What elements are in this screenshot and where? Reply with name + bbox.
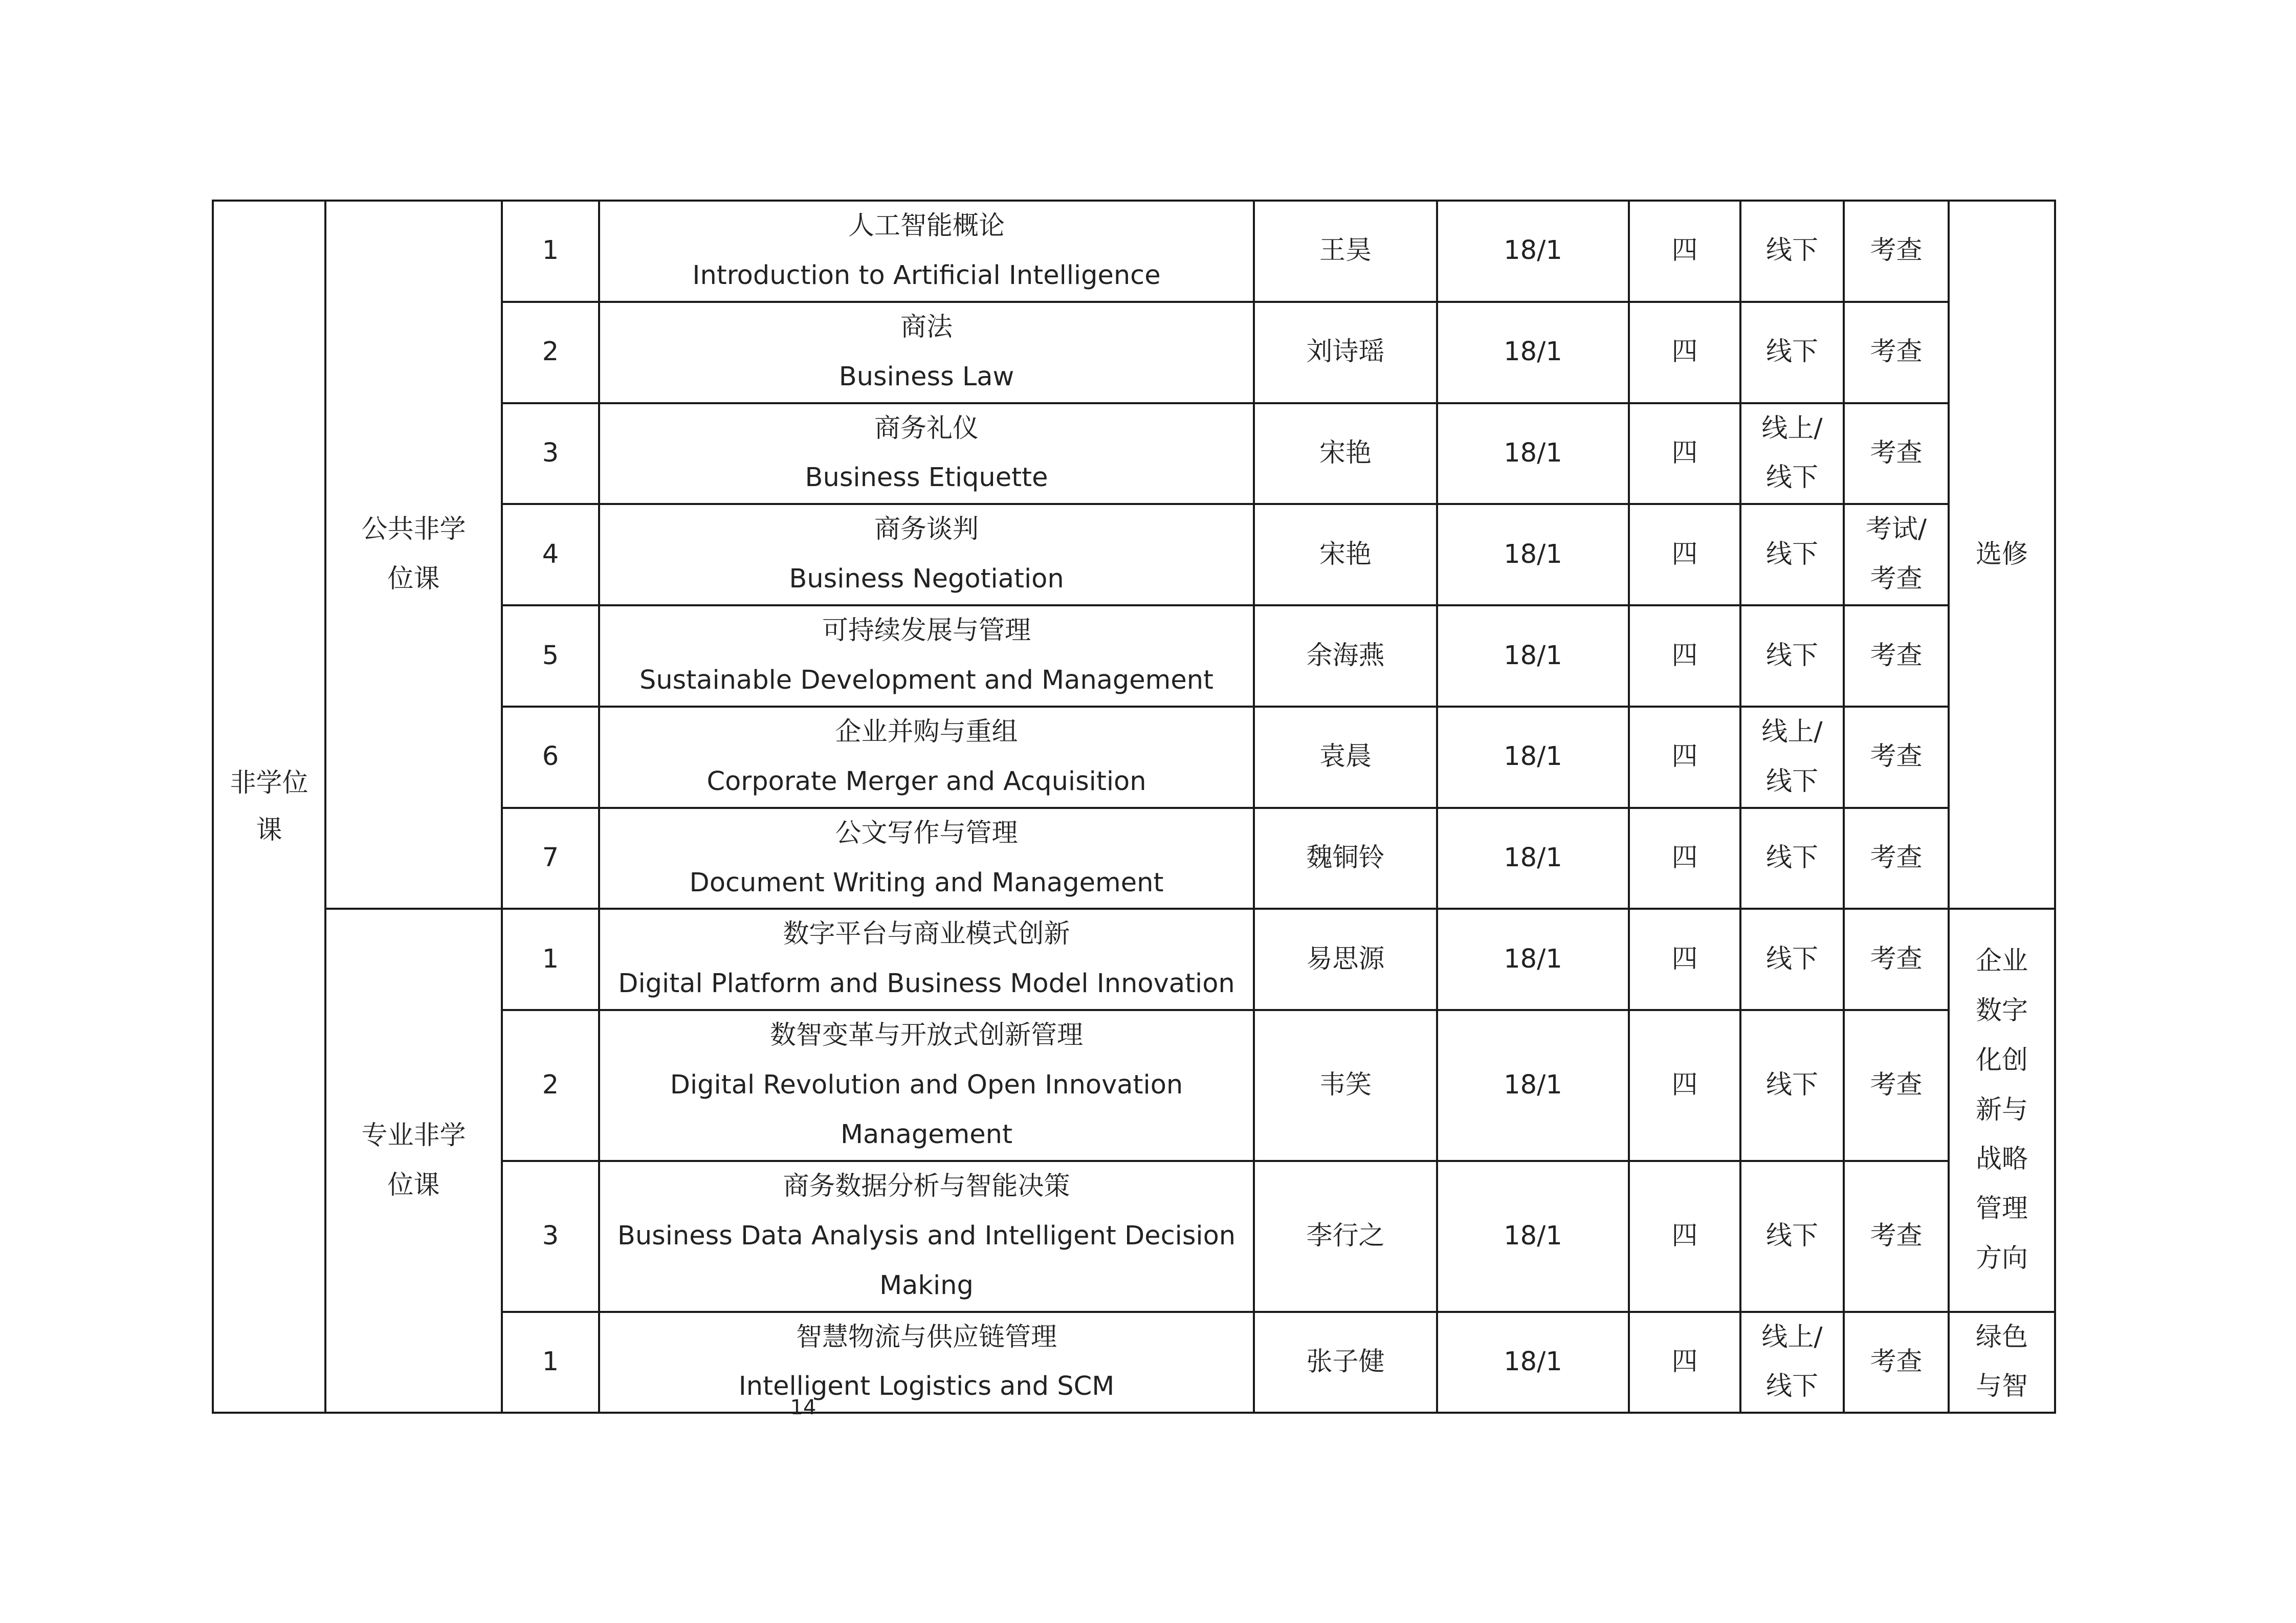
group-label: 公共非学位课 (325, 201, 502, 909)
term: 四 (1629, 1010, 1740, 1161)
course-no: 4 (502, 504, 599, 605)
teaching-mode: 线下 (1740, 504, 1844, 605)
hours-credit: 18/1 (1437, 909, 1629, 1010)
remark: 选修 (1949, 201, 2055, 909)
course-no: 1 (502, 201, 599, 302)
term: 四 (1629, 808, 1740, 909)
course-no: 3 (502, 403, 599, 505)
term: 四 (1629, 1312, 1740, 1413)
teaching-mode: 线上/线下 (1740, 1312, 1844, 1413)
course-no: 1 (502, 1312, 599, 1413)
course-name: 商务谈判 Business Negotiation (599, 504, 1254, 605)
course-name: 数智变革与开放式创新管理 Digital Revolution and Open Innovation Management (599, 1010, 1254, 1161)
course-no: 7 (502, 808, 599, 909)
teacher: 韦笑 (1254, 1010, 1437, 1161)
term: 四 (1629, 302, 1740, 403)
category-cell: 非学位课 (213, 201, 325, 1413)
course-no: 2 (502, 302, 599, 403)
course-name: 公文写作与管理 Document Writing and Management (599, 808, 1254, 909)
remark: 企业数字化创新与战略管理方向 (1949, 909, 2055, 1311)
course-no: 2 (502, 1010, 599, 1161)
page-number: 14 (790, 1396, 816, 1419)
hours-credit: 18/1 (1437, 1010, 1629, 1161)
table-row (213, 909, 2055, 1010)
teaching-mode: 线下 (1740, 1161, 1844, 1312)
teaching-mode: 线下 (1740, 201, 1844, 302)
teacher: 袁晨 (1254, 707, 1437, 808)
hours-credit: 18/1 (1437, 201, 1629, 302)
assessment: 考查 (1844, 302, 1949, 403)
assessment: 考查 (1844, 1161, 1949, 1312)
teaching-mode: 线下 (1740, 605, 1844, 707)
course-name: 企业并购与重组 Corporate Merger and Acquisition (599, 707, 1254, 808)
teacher: 王昊 (1254, 201, 1437, 302)
table-row (213, 201, 2055, 302)
hours-credit: 18/1 (1437, 403, 1629, 505)
course-name: 智慧物流与供应链管理 Intelligent Logistics and SCM (599, 1312, 1254, 1413)
hours-credit: 18/1 (1437, 302, 1629, 403)
hours-credit: 18/1 (1437, 808, 1629, 909)
group-label: 专业非学位课 (325, 909, 502, 1413)
course-name: 人工智能概论 Introduction to Artificial Intelligence (599, 201, 1254, 302)
course-no: 3 (502, 1161, 599, 1312)
hours-credit: 18/1 (1437, 707, 1629, 808)
assessment: 考查 (1844, 808, 1949, 909)
teaching-mode: 线下 (1740, 302, 1844, 403)
term: 四 (1629, 403, 1740, 505)
teaching-mode: 线下 (1740, 1010, 1844, 1161)
teaching-mode: 线下 (1740, 909, 1844, 1010)
course-name: 数字平台与商业模式创新 Digital Platform and Business Model Innovation (599, 909, 1254, 1010)
course-no: 5 (502, 605, 599, 707)
assessment: 考查 (1844, 1312, 1949, 1413)
teacher: 易思源 (1254, 909, 1437, 1010)
course-no: 6 (502, 707, 599, 808)
assessment: 考查 (1844, 909, 1949, 1010)
remark: 绿色与智 (1949, 1312, 2055, 1413)
term: 四 (1629, 707, 1740, 808)
teacher: 宋艳 (1254, 504, 1437, 605)
assessment: 考查 (1844, 707, 1949, 808)
term: 四 (1629, 504, 1740, 605)
course-name: 商务礼仪 Business Etiquette (599, 403, 1254, 505)
teacher: 李行之 (1254, 1161, 1437, 1312)
course-name: 商务数据分析与智能决策 Business Data Analysis and Intelligent Decision Making (599, 1161, 1254, 1312)
hours-credit: 18/1 (1437, 504, 1629, 605)
assessment: 考查 (1844, 1010, 1949, 1161)
hours-credit: 18/1 (1437, 1312, 1629, 1413)
teacher: 刘诗瑶 (1254, 302, 1437, 403)
course-name: 可持续发展与管理 Sustainable Development and Management (599, 605, 1254, 707)
teacher: 余海燕 (1254, 605, 1437, 707)
assessment: 考查 (1844, 201, 1949, 302)
hours-credit: 18/1 (1437, 605, 1629, 707)
teaching-mode: 线上/线下 (1740, 707, 1844, 808)
term: 四 (1629, 909, 1740, 1010)
teaching-mode: 线上/线下 (1740, 403, 1844, 505)
term: 四 (1629, 201, 1740, 302)
assessment: 考查 (1844, 403, 1949, 505)
teacher: 张子健 (1254, 1312, 1437, 1413)
hours-credit: 18/1 (1437, 1161, 1629, 1312)
teacher: 魏铜铃 (1254, 808, 1437, 909)
assessment: 考试/考查 (1844, 504, 1949, 605)
course-name: 商法 Business Law (599, 302, 1254, 403)
course-no: 1 (502, 909, 599, 1010)
term: 四 (1629, 1161, 1740, 1312)
teaching-mode: 线下 (1740, 808, 1844, 909)
term: 四 (1629, 605, 1740, 707)
teacher: 宋艳 (1254, 403, 1437, 505)
assessment: 考查 (1844, 605, 1949, 707)
course-table (212, 200, 2056, 1414)
